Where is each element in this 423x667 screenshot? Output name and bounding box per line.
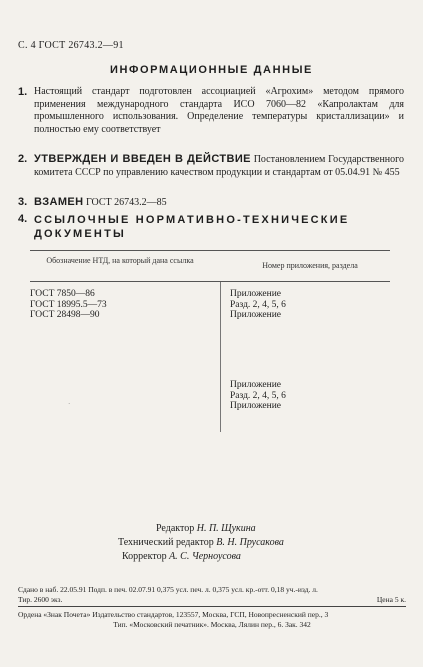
- info-item-4: [18, 213, 404, 241]
- item-text: [34, 153, 404, 179]
- editor-role: Технический редактор: [118, 537, 214, 548]
- table-cell: ГОСТ 18995.5—73: [30, 299, 107, 310]
- table-column-divider: [220, 282, 221, 432]
- info-item-3: [18, 196, 404, 210]
- printer-line: Тип. «Московский печатник». Москва, Лялин пер., 6. Зак. 342: [113, 619, 311, 629]
- info-item-2: [18, 153, 404, 179]
- item-body: Постановлением Государственного комитета СССР по управлению качеством продукции и стандартам от 05.04.91 № 455: [34, 154, 404, 178]
- print-info-line: Сдано в наб. 22.05.91 Подп. в печ. 02.07.91 0,375 усл. печ. л. 0,375 усл. кр.-отт. 0,18 уч.-изд. л.: [18, 585, 318, 594]
- page-speck: ·: [68, 400, 71, 408]
- table-cell: ГОСТ 28498—90: [30, 310, 100, 320]
- editor-row: [118, 550, 284, 564]
- editor-name: В. Н. Прусакова: [216, 537, 284, 548]
- item-number: 2.: [18, 153, 28, 165]
- item-lead: ВЗАМЕН: [34, 196, 84, 208]
- publisher-line: Ордена «Знак Почета» Издательство стандартов, 123557, Москва, ГСП, Новопресненский пер., 3: [18, 610, 329, 619]
- table-cell: Приложение: [230, 310, 281, 320]
- item-text: ССЫЛОЧНЫЕ НОРМАТИВНО-ТЕХНИЧЕСКИЕ ДОКУМЕНТЫ: [34, 214, 350, 240]
- publisher-info: [18, 610, 406, 629]
- table-column-section-continued: [230, 380, 286, 412]
- reference-table: [30, 250, 390, 432]
- table-body: [30, 282, 390, 432]
- item-number: 1.: [18, 86, 28, 98]
- footer-rule: [18, 606, 406, 607]
- table-header-designation: Обозначение НТД, на который дана ссылка: [46, 256, 194, 265]
- editor-role: Корректор: [122, 551, 167, 562]
- editor-name: Н. П. Щукина: [196, 523, 256, 534]
- price: Цена 5 к.: [376, 594, 406, 604]
- print-info-line: [18, 595, 406, 605]
- editors-block: [118, 522, 284, 564]
- item-body: ГОСТ 26743.2—85: [83, 197, 167, 208]
- table-cell: Приложение: [230, 289, 281, 299]
- table-cell: Приложение: [230, 401, 281, 411]
- item-text: [34, 196, 404, 210]
- item-number: 4.: [18, 213, 28, 225]
- info-item-1: [18, 86, 404, 136]
- item-text: Настоящий стандарт подготовлен ассоциацией «Агрохим» методом прямого применения международного стандарта ИСО 7060—82 «Капролактам для промышленного использования. Определение температуры кристаллизации» и полностью ему соответствует: [34, 86, 404, 135]
- table-cell: Разд. 2, 4, 5, 6: [230, 390, 286, 401]
- print-run: Тир. 2600 экз.: [18, 594, 63, 604]
- print-info: [18, 585, 406, 604]
- section-title: ИНФОРМАЦИОННЫЕ ДАННЫЕ: [109, 64, 313, 76]
- editor-row: [118, 536, 284, 550]
- item-number: 3.: [18, 196, 28, 208]
- table-cell: Приложение: [230, 380, 281, 390]
- table-cell: ГОСТ 7850—86: [30, 289, 95, 299]
- editor-row: [118, 522, 284, 536]
- editor-role: Редактор: [156, 523, 195, 534]
- table-cell: Разд. 2, 4, 5, 6: [230, 299, 286, 310]
- table-column-designation: [30, 289, 107, 321]
- table-header-section: Номер приложения, раздела: [262, 261, 358, 270]
- table-header: [30, 251, 390, 281]
- editor-name: А. С. Черноусова: [169, 551, 241, 562]
- table-column-section: [230, 289, 286, 321]
- page-header: С. 4 ГОСТ 26743.2—91: [18, 40, 124, 51]
- item-lead: УТВЕРЖДЕН И ВВЕДЕН В ДЕЙСТВИЕ: [34, 153, 251, 165]
